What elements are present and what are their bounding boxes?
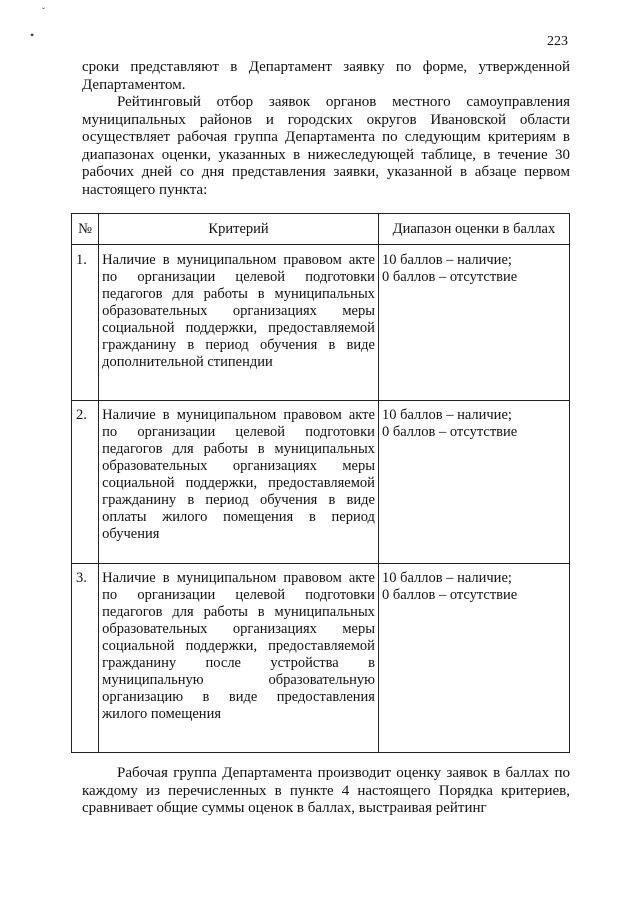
row-criterion: Наличие в муниципальном правовом акте по организации целевой подготовки педагогов для работы в муниципальных образовательных организациях меры социальной поддержки, предоставляемой гражданину после устройства в муниципальную образовательную организацию в виде предоставления жилого помещения — [99, 564, 379, 753]
table-row — [72, 564, 570, 753]
row-number: 1. — [72, 245, 99, 401]
score-absent: 0 баллов – отсутствие — [381, 424, 518, 440]
row-score-range — [378, 245, 569, 401]
paragraph-selection: Рейтинговый отбор заявок органов местного самоуправления муниципальных районов и городских округов Ивановской области осуществляет рабочая группа Департамента по следующим критериям в диапазонах оценки, указанных в нижеследующей таблице, в течение 30 рабочих дней со дня представления заявки, указанной в абзаце первом настоящего пункта: — [82, 94, 570, 198]
score-present: 10 баллов – наличие; — [381, 570, 512, 586]
row-number: 2. — [72, 401, 99, 564]
row-criterion: Наличие в муниципальном правовом акте по организации целевой подготовки педагогов для работы в муниципальных образовательных организациях меры социальной поддержки, предоставляемой гражданину в период обучения в виде оплаты жилого помещения в период обучения — [99, 401, 379, 564]
paragraph-evaluation: Рабочая группа Департамента производит оценку заявок в баллах по каждому из перечисленных в пункте 4 настоящего Порядка критериев, сравнивает общие суммы оценок в баллах, выстраивая рейтинг — [82, 765, 570, 816]
row-criterion: Наличие в муниципальном правовом акте по организации целевой подготовки педагогов для работы в муниципальных образовательных организациях меры социальной поддержки, предоставляемой гражданину в период обучения в виде дополнительной стипендии — [99, 245, 379, 401]
row-score-range — [378, 564, 569, 753]
paragraph-intro: сроки представляют в Департамент заявку по форме, утвержденной Департаментом. — [82, 59, 570, 93]
header-score-range: Диапазон оценки в баллах — [378, 214, 569, 245]
score-absent: 0 баллов – отсутствие — [381, 587, 518, 603]
header-number: № — [72, 214, 99, 245]
scan-artifact-dot: • — [30, 28, 35, 42]
scan-artifact-mark: ˇ — [42, 6, 45, 16]
criteria-table — [71, 213, 570, 753]
score-present: 10 баллов – наличие; — [381, 252, 512, 268]
score-present: 10 баллов – наличие; — [381, 407, 512, 423]
table-row — [72, 245, 570, 401]
row-number: 3. — [72, 564, 99, 753]
header-criterion: Критерий — [99, 214, 379, 245]
score-absent: 0 баллов – отсутствие — [381, 269, 518, 285]
page-number: 223 — [547, 34, 568, 49]
row-score-range — [378, 401, 569, 564]
table-header-row — [72, 214, 570, 245]
table-row — [72, 401, 570, 564]
